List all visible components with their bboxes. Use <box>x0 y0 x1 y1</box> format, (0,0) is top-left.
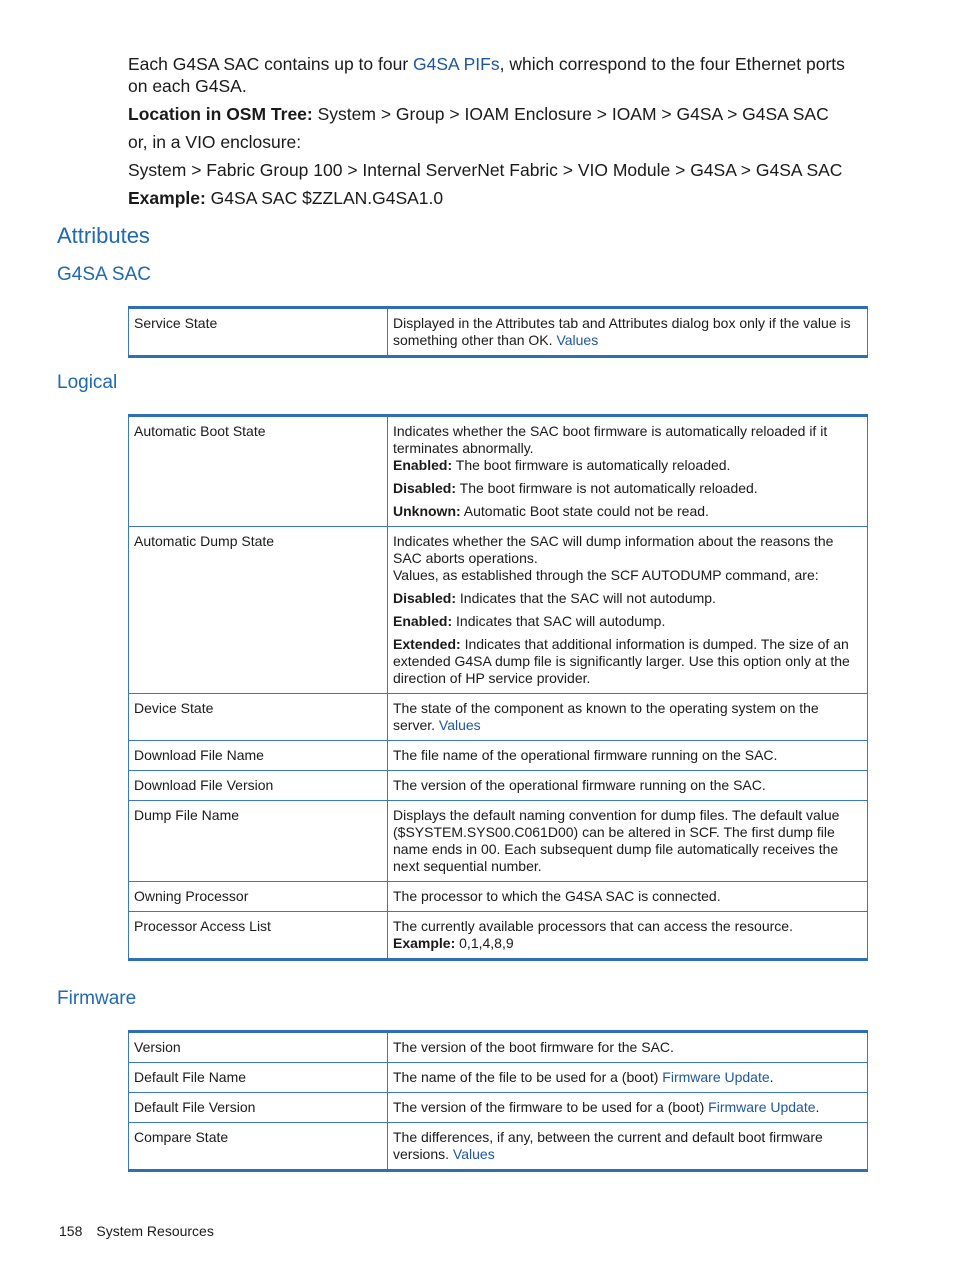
values-link[interactable]: Values <box>452 1146 495 1162</box>
attr-name: Download File Version <box>129 771 388 801</box>
location-line <box>128 103 858 125</box>
intro-line: Each G4SA SAC contains up to four G4SA PIFs, which correspond to the four Ethernet ports on each G4SA. <box>128 54 845 96</box>
attr-desc: The processor to which the G4SA SAC is connected. <box>388 882 868 912</box>
attr-name: Owning Processor <box>129 882 388 912</box>
attr-name: Device State <box>129 694 388 741</box>
g4sa-sac-table <box>128 306 868 358</box>
attr-desc: The version of the boot firmware for the SAC. <box>388 1032 868 1063</box>
values-link[interactable]: Values <box>438 717 481 733</box>
location-value: System > Group > IOAM Enclosure > IOAM > G4SA > G4SA SAC <box>312 104 829 124</box>
vio-path: System > Fabric Group 100 > Internal ServerNet Fabric > VIO Module > G4SA > G4SA SAC <box>128 160 843 180</box>
attr-name: Automatic Boot State <box>129 416 388 527</box>
intro-block <box>128 53 858 209</box>
attr-desc: The currently available processors that can access the resource. Example: 0,1,4,8,9 <box>388 912 868 960</box>
attr-desc: The version of the operational firmware running on the SAC. <box>388 771 868 801</box>
g4sa-sac-heading: G4SA SAC <box>57 264 151 285</box>
page-number: 158 <box>59 1223 83 1239</box>
attr-name: Dump File Name <box>129 801 388 882</box>
attr-name: Download File Name <box>129 741 388 771</box>
table-row <box>129 1032 868 1063</box>
values-link[interactable]: Values <box>556 332 599 348</box>
table-row <box>129 1093 868 1123</box>
attr-desc: Displays the default naming convention for dump files. The default value ($SYSTEM.SYS00.C061D00) can be altered in SCF. The first dump file name ends in 00. Each subsequent dump file automatically receives the next sequential number. <box>388 801 868 882</box>
example-label: Example: <box>128 188 206 208</box>
footer-section: System Resources <box>96 1223 214 1239</box>
table-row <box>129 527 868 694</box>
table-row <box>129 1123 868 1171</box>
example-line <box>128 187 858 209</box>
location-label: Location in OSM Tree: <box>128 104 313 124</box>
attr-name: Service State <box>129 308 388 357</box>
attr-name: Default File Name <box>129 1063 388 1093</box>
firmware-update-link[interactable]: Firmware Update <box>708 1099 816 1115</box>
table-row <box>129 912 868 960</box>
attr-desc: The file name of the operational firmware running on the SAC. <box>388 741 868 771</box>
attr-desc: Displayed in the Attributes tab and Attributes dialog box only if the value is something other than OK. Values <box>388 308 868 357</box>
table-row <box>129 882 868 912</box>
firmware-heading: Firmware <box>57 988 137 1009</box>
attr-desc: Indicates whether the SAC boot firmware is automatically reloaded if it terminates abnormally. Enabled: The boot firmware is automatically reloaded. Disabled: The boot firmware is not automatically reloaded. Unknown: Automatic Boot state could not be read. <box>388 416 868 527</box>
table-row <box>129 771 868 801</box>
g4sa-pifs-link[interactable]: G4SA PIFs <box>413 54 500 74</box>
table-row <box>129 1063 868 1093</box>
attr-name: Default File Version <box>129 1093 388 1123</box>
attr-name: Compare State <box>129 1123 388 1171</box>
attr-name: Automatic Dump State <box>129 527 388 694</box>
vio-line: or, in a VIO enclosure: <box>128 132 302 152</box>
logical-table <box>128 414 868 961</box>
page-footer <box>59 1223 214 1239</box>
table-row <box>129 416 868 527</box>
attr-desc: The state of the component as known to the operating system on the server. Values <box>388 694 868 741</box>
attributes-heading: Attributes <box>57 223 150 248</box>
firmware-update-link[interactable]: Firmware Update <box>662 1069 770 1085</box>
logical-heading: Logical <box>57 372 118 393</box>
attr-desc: The version of the firmware to be used for a (boot) Firmware Update. <box>388 1093 868 1123</box>
table-row <box>129 801 868 882</box>
table-row <box>129 741 868 771</box>
attr-desc: Indicates whether the SAC will dump information about the reasons the SAC aborts operations. Values, as established through the SCF AUTODUMP command, are: Disabled: Indicates that the SAC will not autodump. Enabled: Indicates that SAC will autodump. Extended: Indicates that additional information is dumped. The size of an extended G4SA dump file is significantly larger. Use this option only at the direction of HP service provider. <box>388 527 868 694</box>
firmware-table <box>128 1030 868 1172</box>
example-value: G4SA SAC $ZZLAN.G4SA1.0 <box>205 188 444 208</box>
attr-name: Processor Access List <box>129 912 388 960</box>
attr-name: Version <box>129 1032 388 1063</box>
attr-desc: The differences, if any, between the current and default boot firmware versions. Values <box>388 1123 868 1171</box>
table-row <box>129 694 868 741</box>
table-row <box>129 308 868 357</box>
attr-desc: The name of the file to be used for a (boot) Firmware Update. <box>388 1063 868 1093</box>
